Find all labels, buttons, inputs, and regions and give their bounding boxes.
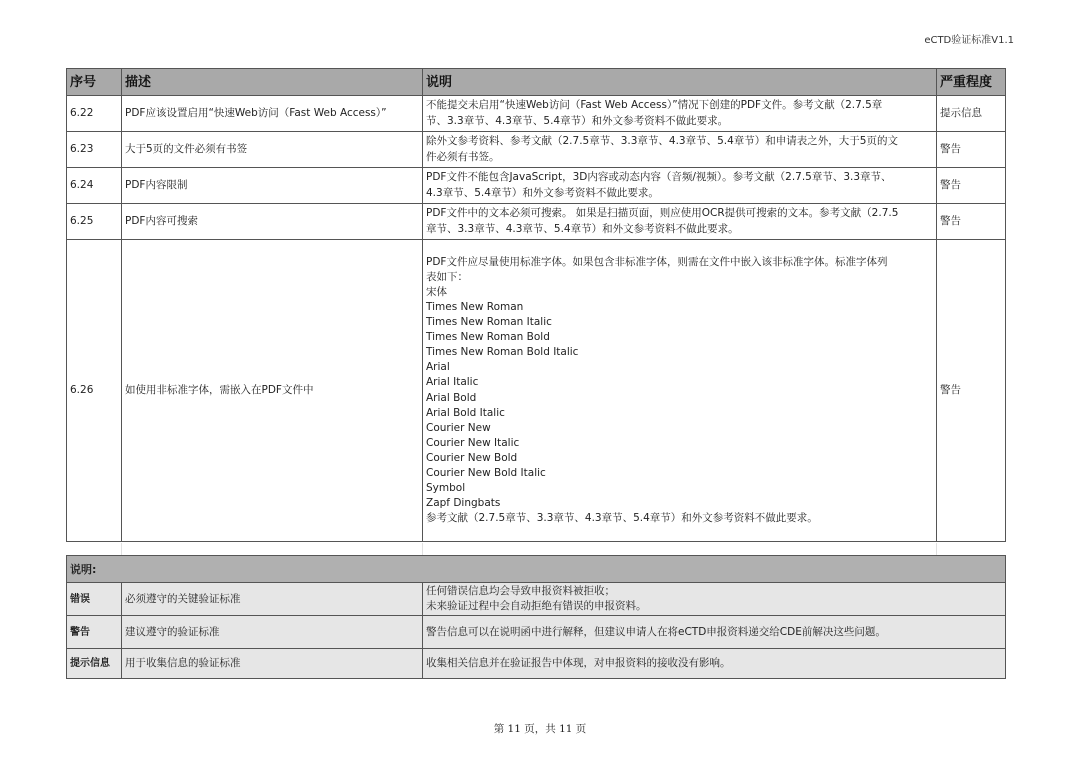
explanation-line: 节、3.3章节、4.3章节、5.4章节）和外文参考资料不做此要求。 [426, 114, 729, 127]
legend-note [423, 616, 1006, 649]
row-description: PDF内容可搜索 [122, 204, 423, 240]
legend-note-line: 未来验证过程中会自动拒绝有错误的申报资料。 [426, 600, 647, 612]
row-severity: 警告 [937, 240, 1006, 542]
row-severity: 警告 [937, 132, 1006, 168]
row-severity: 警告 [937, 204, 1006, 240]
explanation-line: Arial Italic [426, 376, 479, 389]
column-header-id: 序号 [67, 69, 122, 96]
explanation-line: Arial [426, 361, 450, 374]
explanation-line: Symbol [426, 482, 466, 495]
column-header-severity: 严重程度 [937, 69, 1006, 96]
legend-meaning: 建议遵守的验证标准 [122, 616, 423, 649]
legend-level: 提示信息 [67, 649, 122, 679]
explanation-line: 除外文参考资料、参考文献（2.7.5章节、3.3章节、4.3章节、5.4章节）和申请表之外，大于5页的文 [426, 135, 898, 148]
explanation-line: Times New Roman Italic [426, 316, 552, 329]
legend-level: 警告 [67, 616, 122, 649]
explanation-line: 章节、3.3章节、4.3章节、5.4章节）和外文参考资料不做此要求。 [426, 222, 739, 235]
validation-criteria-table [66, 68, 1006, 542]
table-row [67, 132, 1006, 168]
explanation-line: 参考文献（2.7.5章节、3.3章节、4.3章节、5.4章节）和外文参考资料不做此要求。 [426, 512, 818, 525]
explanation-line: 表如下： [426, 270, 468, 283]
legend-header-row [67, 556, 1006, 583]
legend-level: 错误 [67, 583, 122, 616]
row-description: PDF内容限制 [122, 168, 423, 204]
explanation-line: Arial Bold Italic [426, 406, 505, 419]
explanation-line: Courier New Italic [426, 436, 520, 449]
explanation-line: Courier New Bold [426, 451, 518, 464]
row-id: 6.26 [67, 240, 122, 542]
explanation-line: PDF文件中的文本必须可搜索。 如果是扫描页面，则应使用OCR提供可搜索的文本。参考文献（2.7.5 [426, 207, 899, 220]
row-explanation [423, 96, 937, 132]
row-id: 6.23 [67, 132, 122, 168]
row-id: 6.24 [67, 168, 122, 204]
row-description: 如使用非标准字体，需嵌入在PDF文件中 [122, 240, 423, 542]
explanation-line: PDF文件应尽量使用标准字体。如果包含非标准字体，则需在文件中嵌入该非标准字体。标准字体列 [426, 255, 888, 268]
legend-note-line: 收集相关信息并在验证报告中体现，对申报资料的接收没有影响。 [426, 657, 731, 669]
row-severity: 警告 [937, 168, 1006, 204]
explanation-line: Courier New [426, 421, 491, 434]
explanation-line: 宋体 [426, 285, 447, 298]
explanation-line: 件必须有书签。 [426, 150, 500, 163]
legend-row [67, 616, 1006, 649]
row-explanation [423, 168, 937, 204]
table-row [67, 240, 1006, 542]
table-row [67, 204, 1006, 240]
explanation-line: Arial Bold [426, 391, 477, 404]
legend-note-line: 任何错误信息均会导致申报资料被拒收； [426, 585, 615, 597]
table-row [67, 96, 1006, 132]
column-header-description: 描述 [122, 69, 423, 96]
explanation-line: PDF文件不能包含JavaScript，3D内容或动态内容（音频/视频）。参考文献（2.7.5章节、3.3章节、 [426, 171, 892, 184]
table-header-row [67, 69, 1006, 96]
legend-row [67, 583, 1006, 616]
explanation-line: Zapf Dingbats [426, 497, 501, 510]
explanation-line: 4.3章节、5.4章节）和外文参考资料不做此要求。 [426, 186, 659, 199]
row-explanation [423, 204, 937, 240]
explanation-line: 不能提交未启用“快速Web访问（Fast Web Access）”情况下创建的PDF文件。参考文献（2.7.5章 [426, 99, 883, 112]
row-description: 大于5页的文件必须有书签 [122, 132, 423, 168]
explanation-line: Times New Roman Bold Italic [426, 346, 579, 359]
explanation-line: Times New Roman [426, 300, 524, 313]
row-explanation [423, 132, 937, 168]
explanation-line: Times New Roman Bold [426, 331, 550, 344]
legend-title: 说明: [67, 556, 1006, 583]
row-severity: 提示信息 [937, 96, 1006, 132]
row-explanation [423, 240, 937, 542]
row-id: 6.22 [67, 96, 122, 132]
row-id: 6.25 [67, 204, 122, 240]
legend-meaning: 用于收集信息的验证标准 [122, 649, 423, 679]
document-title: eCTD验证标准V1.1 [924, 35, 1014, 46]
legend-meaning: 必须遵守的关键验证标准 [122, 583, 423, 616]
legend-table [66, 555, 1006, 679]
legend-note [423, 649, 1006, 679]
legend-row [67, 649, 1006, 679]
row-description: PDF应该设置启用“快速Web访问（Fast Web Access）” [122, 96, 423, 132]
page-number: 第 11 页，共 11 页 [493, 723, 587, 735]
legend-note-line: 警告信息可以在说明函中进行解释，但建议申请人在将eCTD申报资料递交给CDE前解决这些问题。 [426, 625, 886, 638]
explanation-line: Courier New Bold Italic [426, 466, 546, 479]
column-header-explanation: 说明 [423, 69, 937, 96]
table-row [67, 168, 1006, 204]
legend-note [423, 583, 1006, 616]
table-gap [66, 543, 1005, 555]
